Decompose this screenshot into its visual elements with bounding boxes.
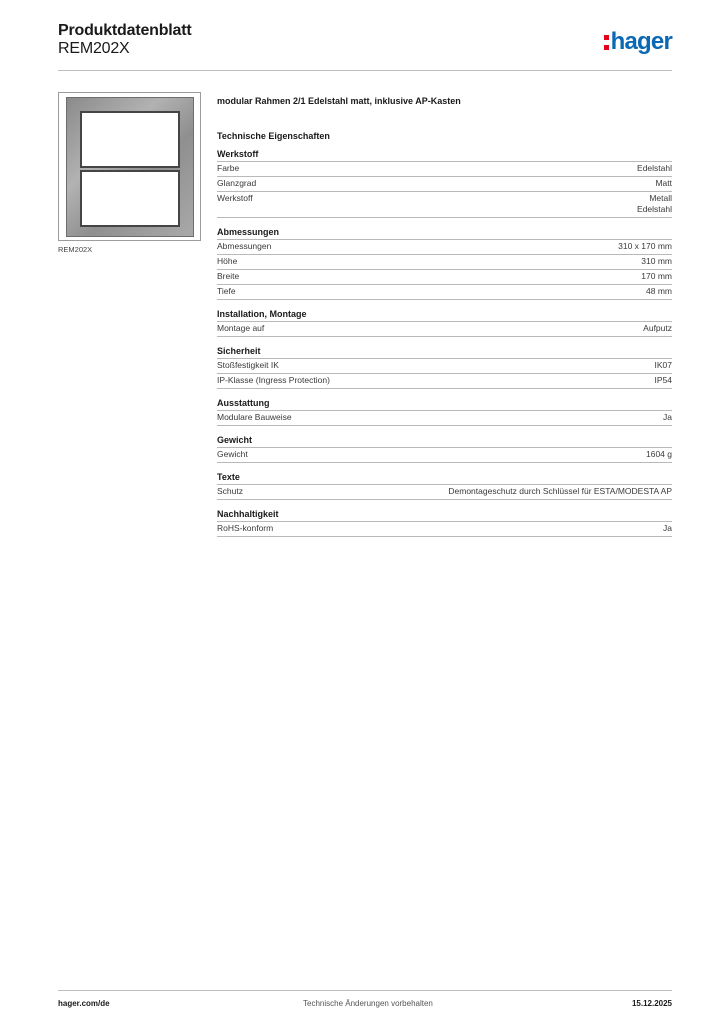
property-label: RoHS-konform xyxy=(217,523,274,533)
product-description: modular Rahmen 2/1 Edelstahl matt, inklusive AP-Kasten xyxy=(217,96,461,106)
document-title: Produktdatenblatt xyxy=(58,22,192,39)
group-title: Nachhaltigkeit xyxy=(217,508,672,522)
property-row xyxy=(217,359,672,374)
frame-opening-top xyxy=(80,111,180,168)
property-label: Gewicht xyxy=(217,449,248,459)
property-label: Werkstoff xyxy=(217,193,253,203)
property-value: Metall Edelstahl xyxy=(637,193,672,214)
property-value: Demontageschutz durch Schlüssel für ESTA/MODESTA AP xyxy=(448,486,672,496)
property-row xyxy=(217,162,672,177)
property-value: Ja xyxy=(663,412,672,422)
property-value: Ja xyxy=(663,523,672,533)
property-label: Breite xyxy=(217,271,240,281)
property-label: Montage auf xyxy=(217,323,265,333)
group-title: Texte xyxy=(217,471,672,485)
property-label: Modulare Bauweise xyxy=(217,412,292,422)
property-value: IP54 xyxy=(654,375,672,385)
image-caption: REM202X xyxy=(58,245,93,254)
property-row xyxy=(217,192,672,218)
property-value: Edelstahl xyxy=(637,163,672,173)
property-value: 310 x 170 mm xyxy=(618,241,672,251)
footer-notice: Technische Änderungen vorbehalten xyxy=(303,999,433,1008)
group-title: Installation, Montage xyxy=(217,308,672,322)
page-header xyxy=(58,20,672,71)
group-title: Ausstattung xyxy=(217,397,672,411)
product-image xyxy=(58,92,201,241)
property-value: Aufputz xyxy=(643,323,672,333)
frame-plate xyxy=(66,97,194,237)
property-value: IK07 xyxy=(654,360,672,370)
logo-dots-icon xyxy=(604,35,609,50)
page-footer xyxy=(58,990,672,1015)
logo-text: hager xyxy=(610,28,672,55)
property-value: 48 mm xyxy=(646,286,672,296)
property-row xyxy=(217,485,672,500)
property-row xyxy=(217,448,672,463)
property-value: 170 mm xyxy=(641,271,672,281)
group-title: Gewicht xyxy=(217,434,672,448)
product-details xyxy=(217,92,672,537)
property-row xyxy=(217,270,672,285)
property-value: 1604 g xyxy=(646,449,672,459)
footer-website-link[interactable]: hager.com/de xyxy=(58,999,110,1008)
property-row xyxy=(217,255,672,270)
group-title: Abmessungen xyxy=(217,226,672,240)
property-row xyxy=(217,322,672,337)
group-title: Werkstoff xyxy=(217,148,672,162)
property-row xyxy=(217,411,672,426)
property-row xyxy=(217,177,672,192)
product-code: REM202X xyxy=(58,40,130,57)
property-groups xyxy=(217,148,672,537)
property-value: 310 mm xyxy=(641,256,672,266)
hager-logo xyxy=(604,28,672,56)
property-row xyxy=(217,374,672,389)
property-row xyxy=(217,285,672,300)
property-row xyxy=(217,240,672,255)
property-label: Höhe xyxy=(217,256,238,266)
property-label: Glanzgrad xyxy=(217,178,257,188)
property-label: Abmessungen xyxy=(217,241,272,251)
property-label: IP-Klasse (Ingress Protection) xyxy=(217,375,330,385)
group-title: Sicherheit xyxy=(217,345,672,359)
footer-date: 15.12.2025 xyxy=(631,999,672,1008)
property-label: Schutz xyxy=(217,486,243,496)
property-label: Tiefe xyxy=(217,286,236,296)
technical-properties-heading: Technische Eigenschaften xyxy=(217,131,330,141)
property-label: Farbe xyxy=(217,163,240,173)
frame-opening-bottom xyxy=(80,170,180,227)
property-value: Matt xyxy=(655,178,672,188)
property-label: Stoßfestigkeit IK xyxy=(217,360,279,370)
property-row xyxy=(217,522,672,537)
